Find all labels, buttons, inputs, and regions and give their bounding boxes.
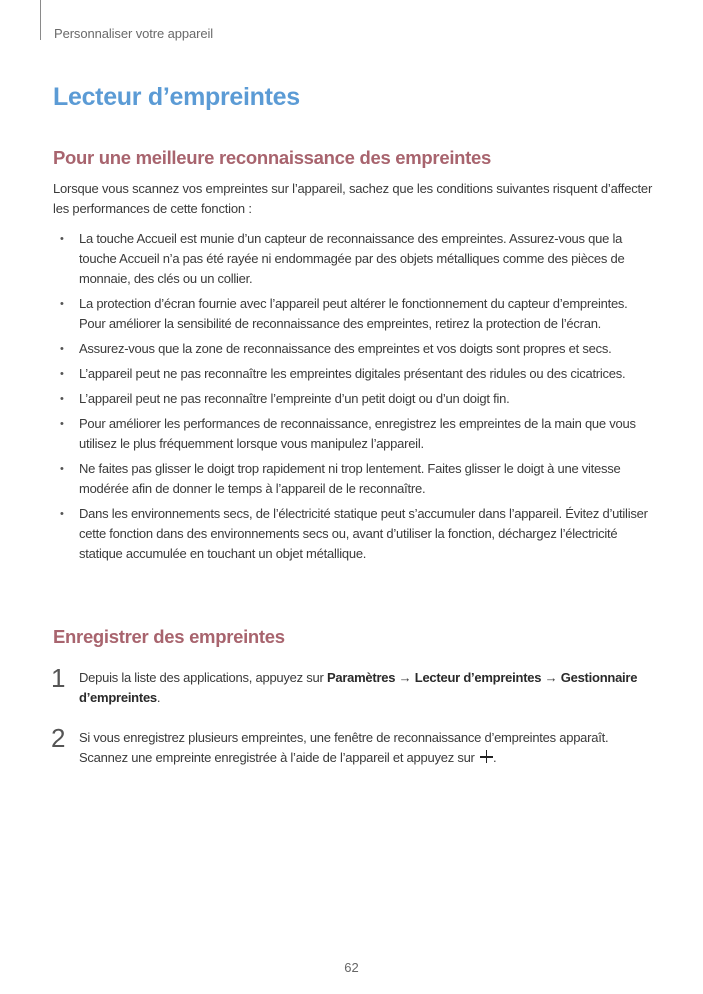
step-item — [51, 723, 654, 768]
section-heading: Enregistrer des empreintes — [53, 626, 285, 647]
page-number: 62 — [344, 960, 359, 975]
step-text: Depuis la liste des applications, appuyez sur — [79, 670, 327, 685]
bullet-text: L’appareil peut ne pas reconnaître l’empreinte d’un petit doigt ou d’un doigt fin. — [79, 391, 510, 406]
bullet-icon: • — [60, 508, 64, 520]
bullet-text: La touche Accueil est munie d’un capteur de reconnaissance des empreintes. Assurez-vous que la touche Accueil n’a pas été rayée ni endommagée par des objets métalliques comme des pièces de monnaie, des clés ou un collier. — [79, 231, 625, 286]
list-item — [53, 294, 649, 334]
step-text-end: . — [156, 690, 161, 705]
page-title: Lecteur d’empreintes — [53, 83, 300, 111]
menu-path-fingerprint-manager: Gestionnaire d’empreintes — [79, 670, 638, 705]
list-item — [53, 459, 649, 499]
list-item — [53, 229, 649, 289]
bullet-icon: • — [60, 368, 64, 380]
bullet-icon: • — [60, 343, 64, 355]
list-item — [53, 339, 649, 359]
bullet-icon: • — [60, 298, 64, 310]
bullet-icon: • — [60, 463, 64, 475]
arrow-icon: → — [541, 670, 561, 685]
step-list — [51, 663, 653, 768]
list-item — [53, 414, 649, 454]
bullet-icon: • — [60, 393, 64, 405]
header-rule — [40, 0, 41, 40]
bullet-text: Pour améliorer les performances de reconnaissance, enregistrez les empreintes de la main que vous utilisez le plus fréquemment lorsque vous manipulez l’appareil. — [79, 416, 636, 451]
step-item — [51, 663, 654, 708]
step-number: 1 — [51, 663, 66, 693]
step-text: Si vous enregistrez plusieurs empreintes, une fenêtre de reconnaissance d’empreintes apparaît. Scannez une empreinte enregistrée à l’aide de l’appareil et appuyez sur — [79, 730, 609, 765]
section-heading: Pour une meilleure reconnaissance des empreintes — [53, 147, 492, 168]
list-item — [53, 389, 649, 409]
arrow-icon: → — [395, 670, 415, 685]
bullet-text: Ne faites pas glisser le doigt trop rapidement ni trop lentement. Faites glisser le doigt à une vitesse modérée afin de donner le temps à l’appareil de le reconnaître. — [79, 461, 621, 496]
list-item — [53, 504, 649, 564]
step-number: 2 — [51, 723, 66, 753]
list-item — [53, 364, 649, 384]
bullet-text: L’appareil peut ne pas reconnaître les empreintes digitales présentant des ridules ou des cicatrices. — [79, 366, 626, 381]
bullet-icon: • — [60, 418, 64, 430]
bullet-text: Assurez-vous que la zone de reconnaissance des empreintes et vos doigts sont propres et secs. — [79, 341, 612, 356]
bullet-list — [53, 229, 653, 564]
step-text-end: . — [492, 750, 497, 765]
plus-icon — [480, 750, 493, 763]
menu-path-fingerprint-scanner: Lecteur d’empreintes — [414, 670, 542, 685]
intro-paragraph: Lorsque vous scannez vos empreintes sur l’appareil, sachez que les conditions suivantes risquent d’affecter les performances de cette fonction : — [53, 181, 653, 216]
bullet-icon: • — [60, 233, 64, 245]
bullet-text: La protection d’écran fournie avec l’appareil peut altérer le fonctionnement du capteur d’empreintes. Pour améliorer la sensibilité de reconnaissance des empreintes, retirez la protection de l’écran. — [79, 296, 628, 331]
menu-path-settings: Paramètres — [326, 670, 396, 685]
bullet-text: Dans les environnements secs, de l’électricité statique peut s’accumuler dans l’appareil. Évitez d’utiliser cette fonction dans des environnements secs ou, avant d’utiliser la fonction, déchargez l’électricité statique accumulée en touchant un objet métallique. — [79, 506, 648, 561]
section-better-recognition — [53, 147, 653, 569]
running-header: Personnaliser votre appareil — [54, 26, 214, 41]
section-register-fingerprints — [53, 626, 653, 788]
